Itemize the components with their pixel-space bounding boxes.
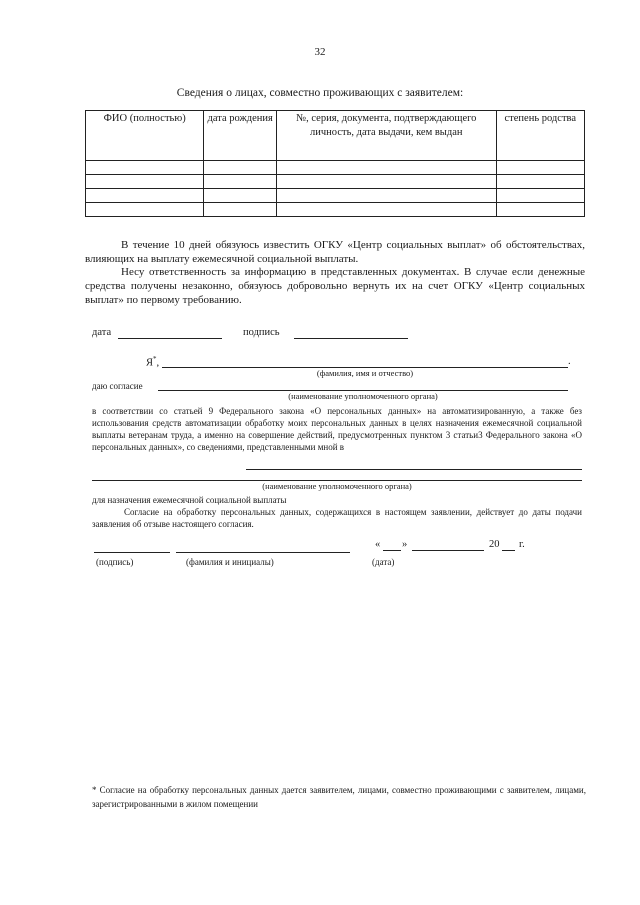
signature-field[interactable] [294,338,408,339]
table-cell[interactable] [496,175,584,189]
month-field[interactable] [412,550,484,551]
bottom-signature-field[interactable] [94,552,170,553]
date-caption: (дата) [372,557,395,567]
day-open-quote: « [375,539,381,550]
table-cell[interactable] [204,203,277,217]
footnote: * Согласие на обработку персональных данных дается заявителем, лицами, совместно проживающими с заявителем, лицами, зарегистрированными в жилом помещении [92,785,586,809]
section-title: Сведения о лицах, совместно проживающих с заявителем: [176,87,464,99]
footnote-mark: * [153,355,157,363]
table-cell[interactable] [277,203,497,217]
notify-paragraph [85,238,585,266]
responsibility-paragraph [85,265,585,307]
agree-label: даю согласие [92,381,143,391]
table-cell[interactable] [86,203,204,217]
responsibility-text: Несу ответственность за информацию в представленных документах. В случае если денежные средства получены незаконно, обязуюсь добровольно вернуть их на счет ОГКУ «Центр социальных выплат» по первому требованию. [85,266,585,306]
col-header-relation: степень родства [496,111,584,161]
notify-text: В течение 10 дней обязуюсь известить ОГКУ «Центр социальных выплат» об обстоятельствах, влияющих на выплату ежемесячной социальной выплаты. [85,239,585,265]
table-cell[interactable] [496,161,584,175]
year-field[interactable] [502,550,515,551]
col-header-fio: ФИО (полностью) [86,111,204,161]
authority-field-2a[interactable] [246,469,582,470]
table-cell[interactable] [277,189,497,203]
day-field[interactable] [383,550,401,551]
table-cell[interactable] [496,189,584,203]
year-prefix: 20 [489,539,500,550]
table-cell[interactable] [277,161,497,175]
validity-text [92,506,582,530]
table-cell[interactable] [86,175,204,189]
table-row [86,175,585,189]
table-row [86,189,585,203]
page-number: 32 [314,46,326,58]
table-cell[interactable] [204,175,277,189]
table-cell[interactable] [86,189,204,203]
signature-caption: (подпись) [96,557,134,567]
name-caption: (фамилия, имя и отчество) [316,368,414,378]
bottom-initials-field[interactable] [176,552,350,553]
table-cell[interactable] [496,203,584,217]
table-header-row [86,111,585,161]
validity-body: Согласие на обработку персональных данных, содержащихся в настоящем заявлении, действует до даты подачи заявления об отзыве настоящего согласия. [92,507,582,529]
consent-i-label: Я*, [146,355,160,369]
table-cell[interactable] [277,175,497,189]
cohabitants-table [85,110,585,217]
signature-label: подпись [243,327,280,338]
initials-caption: (фамилия и инициалы) [186,557,274,567]
table-cell[interactable] [86,161,204,175]
period-mark: . [568,356,571,367]
table-row [86,203,585,217]
authority-caption: (наименование уполномоченного органа) [288,391,438,401]
col-header-birthdate: дата рождения [204,111,277,161]
table-cell[interactable] [204,189,277,203]
purpose-text: для назначения ежемесячной социальной выплаты [92,495,287,505]
col-header-document: №, серия, документа, подтверждающего личность, дата выдачи, кем выдан [277,111,497,161]
table-row [86,161,585,175]
i-word: Я [146,357,154,369]
authority-caption-2: (наименование уполномоченного органа) [262,481,412,491]
day-close-quote: » [402,539,408,550]
table-cell[interactable] [204,161,277,175]
date-label: дата [92,327,112,338]
year-suffix: г. [519,539,525,550]
consent-body: в соответствии со статьей 9 Федерального закона «О персональных данных» на автоматизированную, а также без использования средств автоматизации обработку моих персональных данных в целях назначения ежемесячной социальной выплаты ветеранам труда, а именно на совершение действий, предусмотренных пунктом 3 статьи3 Федерального закона «О персональных данных», со сведениями, представленными мной в [92,406,582,452]
date-field[interactable] [118,338,222,339]
